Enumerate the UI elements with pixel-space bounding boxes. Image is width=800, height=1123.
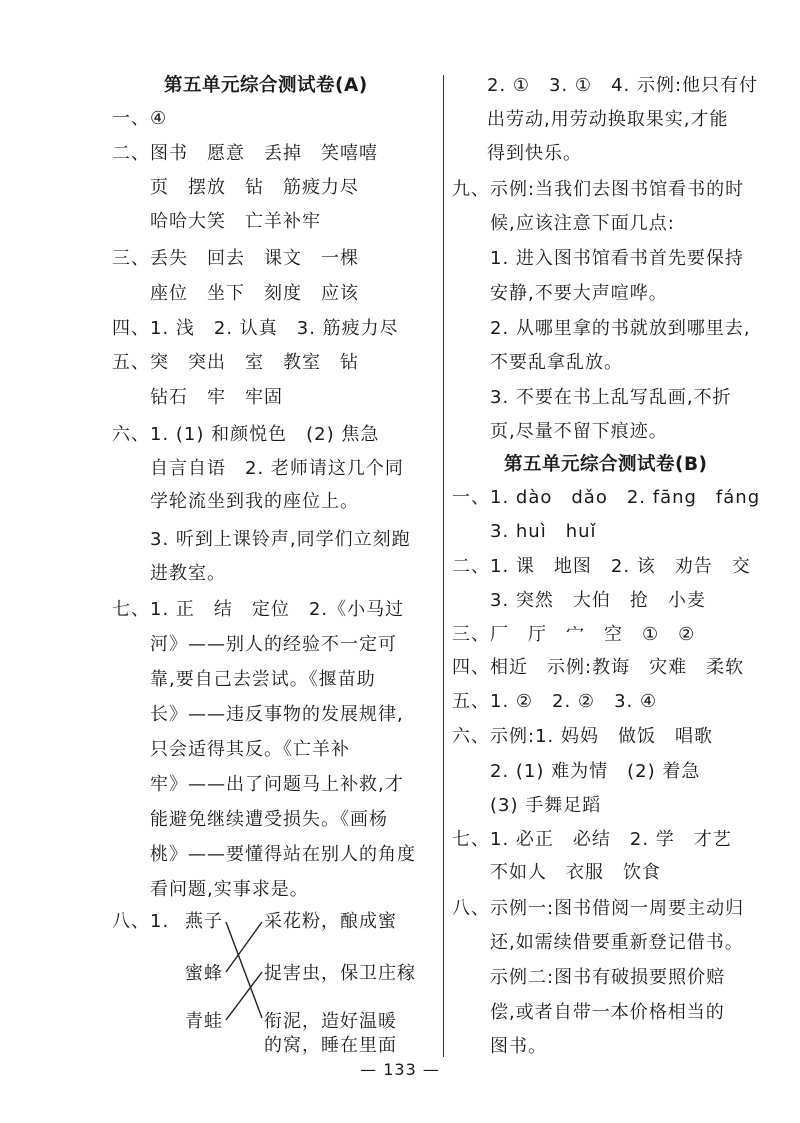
answer-line: 看问题,实事求是。 — [112, 879, 309, 900]
answer-line: 3. huì huǐ — [452, 521, 597, 542]
answer-line: 六、1. (1) 和颜悦色 (2) 焦急 — [112, 424, 380, 445]
page-number: — 133 — — [360, 1060, 440, 1079]
answer-line: 页,尽量不留下痕迹。 — [452, 421, 668, 442]
answer-line: 不如人 衣服 饮食 — [452, 862, 661, 883]
answer-line: 三、厂 厅 宀 空 ① ② — [452, 624, 696, 645]
answer-line: 不要乱拿乱放。 — [452, 352, 623, 373]
answer-line: 一、1. dào dǎo 2. fāng fáng — [452, 487, 761, 508]
answer-line: 页 摆放 钻 筋疲力尽 — [112, 177, 359, 198]
answer-line: 二、图书 愿意 丢掉 笑嘻嘻 — [112, 143, 378, 164]
answer-line: 2. 从哪里拿的书就放到哪里去, — [452, 318, 751, 339]
answer-line: 七、1. 正 结 定位 2.《小马过 — [112, 599, 405, 620]
answer-line: 五、1. ② 2. ② 3. ④ — [452, 691, 658, 712]
answer-line: 河》——别人的经验不一定可 — [112, 634, 397, 655]
answer-line: 示例二:图书有破损要照价赔 — [452, 967, 726, 988]
matching-action: 捉害虫，保卫庄稼 — [264, 963, 416, 984]
answer-line: 出劳动,用劳动换取果实,才能 — [487, 109, 729, 130]
test-title-a: 第五单元综合测试卷(A) — [164, 75, 368, 96]
answer-line: 图书。 — [452, 1036, 547, 1057]
answer-line: 自言自语 2. 老师请这几个同 — [112, 458, 404, 479]
answer-line: 靠,要自己去尝试。《揠苗助 — [112, 669, 376, 690]
match-line-mifeng — [226, 922, 262, 972]
matching-animal: 燕子 — [185, 911, 223, 932]
answer-line: 长》——违反事物的发展规律, — [112, 704, 404, 725]
answer-line: 三、丢失 回去 课文 一棵 — [112, 248, 359, 269]
answer-line: 3. 听到上课铃声,同学们立刻跑 — [112, 529, 411, 550]
answer-line: 四、1. 浅 2. 认真 3. 筋疲力尽 — [112, 318, 399, 339]
answer-line: 四、相近 示例:教诲 灾难 柔软 — [452, 657, 745, 678]
match-line-yanzi — [226, 922, 262, 1018]
answer-line: 二、1. 课 地图 2. 该 劝告 交 — [452, 556, 751, 577]
answer-line: 安静,不要大声喧哗。 — [452, 283, 668, 304]
answer-line: (3) 手舞足蹈 — [452, 795, 602, 816]
answer-line: 八、示例一:图书借阅一周要主动归 — [452, 898, 745, 919]
answer-line: 1. 进入图书馆看书首先要保持 — [452, 248, 744, 269]
answer-line: 一、④ — [112, 108, 168, 129]
answer-line: 2. ① 3. ① 4. 示例:他只有付 — [487, 75, 759, 96]
answer-line: 只会适得其反。《亡羊补 — [112, 739, 350, 760]
answer-line: 得到快乐。 — [487, 143, 582, 164]
answer-line: 3. 突然 大伯 抢 小麦 — [452, 590, 706, 611]
test-title-b: 第五单元综合测试卷(B) — [504, 454, 708, 475]
answer-line: 座位 坐下 刻度 应该 — [112, 283, 359, 304]
matching-lines — [112, 0, 434, 1123]
matching-action: 衔泥，造好温暖 — [264, 1011, 397, 1032]
answer-line: 进教室。 — [112, 563, 226, 584]
answer-line: 五、突 突出 室 教室 钻 — [112, 352, 359, 373]
answer-line: 偿,或者自带一本价格相当的 — [452, 1002, 725, 1023]
matching-action: 采花粉，酿成蜜 — [264, 911, 397, 932]
column-divider — [443, 75, 444, 1057]
matching-animal: 青蛙 — [185, 1011, 223, 1032]
answer-line: 哈哈大笑 亡羊补牢 — [112, 211, 321, 232]
matching-label: 八、1. — [112, 911, 170, 932]
answer-line: 七、1. 必正 必结 2. 学 才艺 — [452, 829, 732, 850]
answer-line: 学轮流坐到我的座位上。 — [112, 491, 359, 512]
answer-line: 候,应该注意下面几点: — [452, 213, 675, 234]
answer-line: 能避免继续遭受损失。《画杨 — [112, 809, 388, 830]
matching-animal: 蜜蜂 — [185, 963, 223, 984]
match-line-qingwa — [226, 972, 262, 1020]
answer-line: 桃》——要懂得站在别人的角度 — [112, 844, 416, 865]
answer-line: 六、示例:1. 妈妈 做饭 唱歌 — [452, 726, 713, 747]
answer-line: 九、示例:当我们去图书馆看书的时 — [452, 179, 745, 200]
answer-line: 牢》——出了问题马上补救,才 — [112, 774, 404, 795]
answer-line: 2. (1) 难为情 (2) 着急 — [452, 761, 701, 782]
matching-action: 的窝，睡在里面 — [264, 1035, 397, 1056]
answer-line: 3. 不要在书上乱写乱画,不折 — [452, 387, 732, 408]
answer-line: 还,如需续借要重新登记借书。 — [452, 932, 744, 953]
answer-line: 钻石 牢 牢固 — [112, 387, 283, 408]
